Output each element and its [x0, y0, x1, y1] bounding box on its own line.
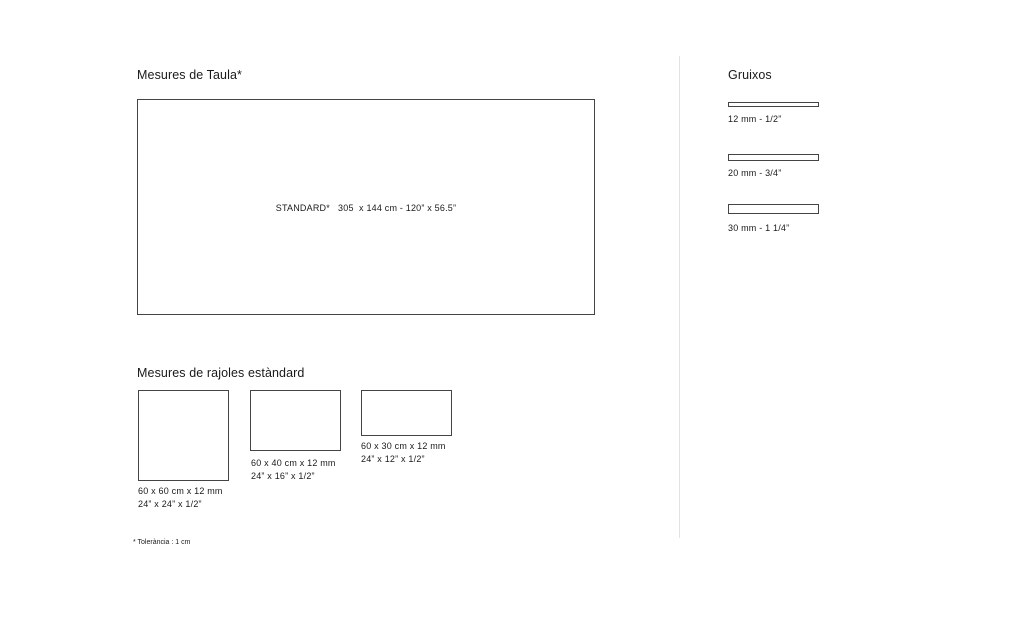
standard-slab-diagram	[137, 99, 595, 315]
tile-sizes-title: Mesures de rajoles estàndard	[137, 366, 305, 380]
tile-60x30-caption	[361, 440, 446, 466]
thickness-30mm-label: 30 mm - 1 1/4”	[728, 223, 790, 233]
thickness-20mm-bar	[728, 154, 819, 161]
thickness-title: Gruixos	[728, 68, 772, 82]
thickness-30mm-bar	[728, 204, 819, 214]
thickness-12mm-bar	[728, 102, 819, 107]
tolerance-footnote: * Tolerància : 1 cm	[133, 539, 191, 546]
tile-60x60-diagram	[138, 390, 229, 481]
thickness-20mm-label: 20 mm - 3/4”	[728, 168, 782, 178]
column-divider	[679, 56, 680, 538]
tile-60x40-diagram	[250, 390, 341, 451]
table-sizes-title: Mesures de Taula*	[137, 68, 243, 82]
tile-metric-size: 60 x 40 cm x 12 mm	[251, 458, 336, 468]
tile-60x40-caption	[251, 457, 336, 483]
thickness-12mm-label: 12 mm - 1/2”	[728, 114, 782, 124]
tile-imperial-size: 24” x 24” x 1/2”	[138, 499, 202, 509]
tile-imperial-size: 24” x 12” x 1/2”	[361, 454, 425, 464]
standard-slab-label: STANDARD* 305 x 144 cm - 120” x 56.5”	[275, 203, 457, 213]
tile-imperial-size: 24” x 16” x 1/2”	[251, 471, 315, 481]
tile-60x30-diagram	[361, 390, 452, 436]
tile-60x60-caption	[138, 485, 223, 511]
tile-metric-size: 60 x 30 cm x 12 mm	[361, 441, 446, 451]
tile-metric-size: 60 x 60 cm x 12 mm	[138, 486, 223, 496]
